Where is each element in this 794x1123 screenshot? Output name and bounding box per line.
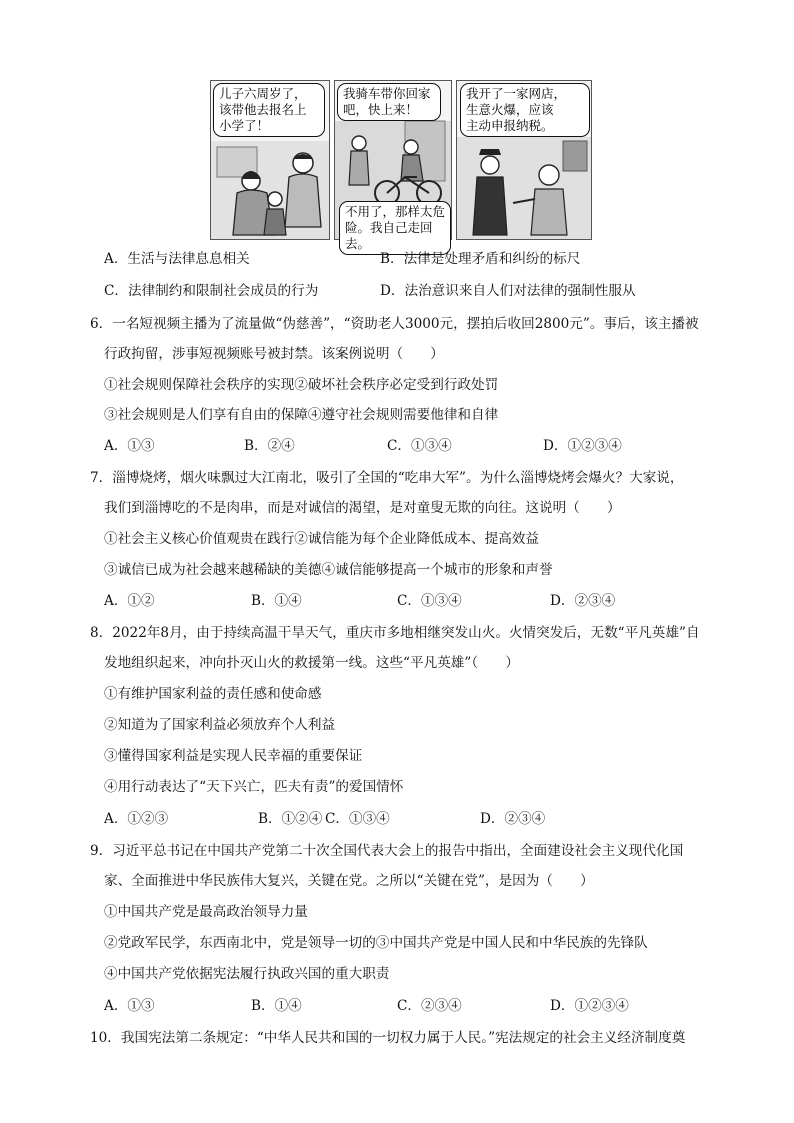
q7-stem-line-1: 7．淄博烧烤，烟火味飘过大江南北，吸引了全国的“吃串大军”。为什么淄博烧烤会爆火？大家说， — [90, 470, 684, 486]
comic-panel-registration — [210, 80, 330, 240]
q5-option-d[interactable]: D．法治意识来自人们对法律的强制性服从 — [380, 283, 636, 299]
q8-option-b[interactable]: B．①②④ — [258, 811, 323, 827]
q10-stem-line-1: 10．我国宪法第二条规定：“中华人民共和国的一切权力属于人民。”宪法规定的社会主义经济制度奠 — [90, 1030, 686, 1046]
comic-strip — [210, 80, 590, 251]
speech-bubble-mother: 儿子六周岁了， 该带他去报名上 小学了！ — [213, 83, 325, 137]
q9-statement-1: ①中国共产党是最高政治领导力量 — [104, 904, 308, 920]
q7-stem-line-2: 我们到淄博吃的不是肉串，而是对诚信的渴望，是对童叟无欺的向往。这说明（ ） — [104, 500, 621, 516]
q6-option-a[interactable]: A．①③ — [104, 438, 155, 454]
q6-stem-line-1: 6．一名短视频主播为了流量做“伪慈善”，“资助老人3000元，摆拍后收回2800元”。事后，该主播被 — [90, 316, 699, 332]
speech-bubble-rider: 我骑车带你回家 吧，快上来！ — [337, 83, 441, 121]
q6-option-c[interactable]: C．①③④ — [387, 438, 452, 454]
q9-stem-line-1: 9．习近平总书记在中国共产党第二十次全国代表大会上的报告中指出，全面建设社会主义现代化国 — [90, 843, 684, 859]
q9-option-a[interactable]: A．①③ — [104, 998, 155, 1014]
q9-statement-2-3: ②党政军民学，东西南北中，党是领导一切的③中国共产党是中国人民和中华民族的先锋队 — [104, 935, 648, 951]
q6-statements-2: ③社会规则是人们享有自由的保障④遵守社会规则需要他律和自律 — [104, 407, 499, 423]
q9-statement-4: ④中国共产党依据宪法履行执政兴国的重大职责 — [104, 966, 390, 982]
q6-option-d[interactable]: D．①②③④ — [543, 438, 622, 454]
q5-option-b[interactable]: B．法律是处理矛盾和纠纷的标尺 — [380, 251, 581, 267]
speech-bubble-child: 不用了，那样太危 险。我自己走回去。 — [339, 201, 451, 255]
q9-stem-line-2: 家、全面推进中华民族伟大复兴，关键在党。之所以“关键在党”，是因为（ ） — [104, 873, 594, 889]
q9-option-c[interactable]: C．②③④ — [397, 998, 462, 1014]
comic-panel-tax — [456, 80, 592, 240]
q8-statement-2: ②知道为了国家利益必须放弃个人利益 — [104, 717, 336, 733]
q7-option-b[interactable]: B．①④ — [251, 593, 302, 609]
q8-option-c[interactable]: C．①③④ — [325, 811, 390, 827]
speech-bubble-shop-owner: 我开了一家网店， 生意火爆，应该 主动申报纳税。 — [460, 83, 590, 137]
q8-stem-line-2: 发地组织起来，冲向扑灭山火的救援第一线。这些“平凡英雄”（ ） — [104, 655, 519, 671]
q7-statements-1: ①社会主义核心价值观贵在践行②诚信能为每个企业降低成本、提高效益 — [104, 531, 539, 547]
q7-statements-2: ③诚信已成为社会越来越稀缺的美德④诚信能够提高一个城市的形象和声誉 — [104, 562, 553, 578]
q7-option-d[interactable]: D．②③④ — [550, 593, 616, 609]
q7-option-a[interactable]: A．①② — [104, 593, 155, 609]
q9-option-d[interactable]: D．①②③④ — [550, 998, 629, 1014]
q5-option-c[interactable]: C．法律制约和限制社会成员的行为 — [104, 283, 319, 299]
q6-stem-line-2: 行政拘留，涉事短视频账号被封禁。该案例说明（ ） — [104, 346, 444, 362]
q8-statement-3: ③懂得国家利益是实现人民幸福的重要保证 — [104, 748, 363, 764]
q8-stem-line-1: 8．2022年8月，由于持续高温干旱天气，重庆市多地相继突发山火。火情突发后，无数“平凡英雄”自 — [90, 625, 700, 641]
q9-option-b[interactable]: B．①④ — [251, 998, 302, 1014]
q5-option-a[interactable]: A．生活与法律息息相关 — [104, 251, 250, 267]
comic-panel-bicycle — [334, 80, 452, 251]
q8-option-a[interactable]: A．①②③ — [104, 811, 169, 827]
q6-statements-1: ①社会规则保障社会秩序的实现②破坏社会秩序必定受到行政处罚 — [104, 377, 499, 393]
q8-option-d[interactable]: D．②③④ — [480, 811, 546, 827]
q8-statement-4: ④用行动表达了“天下兴亡，匹夫有责”的爱国情怀 — [104, 779, 404, 795]
q6-option-b[interactable]: B．②④ — [244, 438, 295, 454]
q7-option-c[interactable]: C．①③④ — [397, 593, 462, 609]
q8-statement-1: ①有维护国家利益的责任感和使命感 — [104, 686, 322, 702]
